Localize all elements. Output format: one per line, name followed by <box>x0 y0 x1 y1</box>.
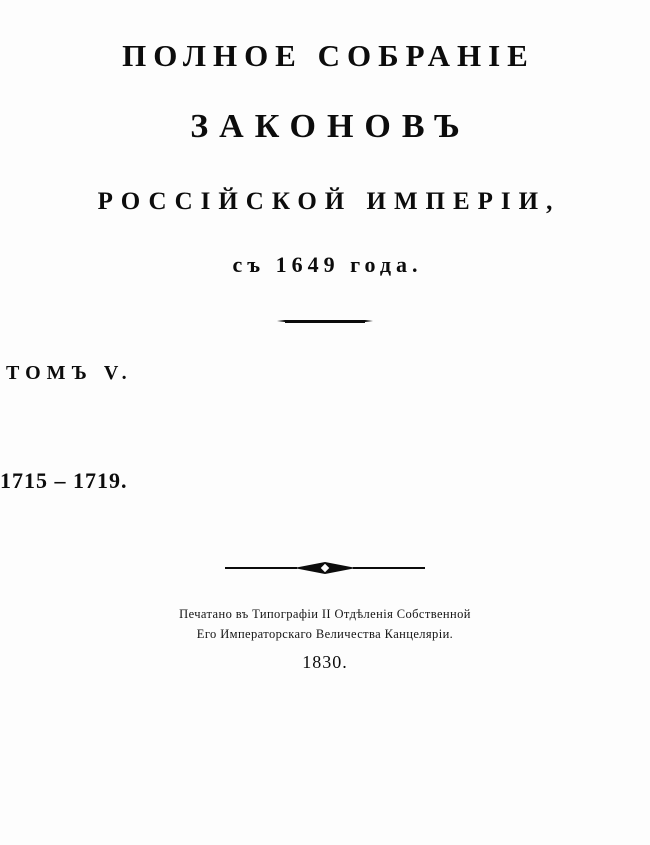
horizontal-rule-ornament-icon <box>277 318 373 325</box>
imprint-line-1: Печатано въ Типографіи II Отдѣленія Собственной <box>179 607 471 621</box>
imprint-year: 1830. <box>302 652 348 672</box>
rule-left-cap-icon <box>277 320 285 322</box>
ornament-left-hairline-icon <box>225 567 297 569</box>
title-line-4: съ 1649 года. <box>232 252 423 277</box>
year-range-label: 1715 – 1719. <box>0 468 128 493</box>
imprint-line-2: Его Императорскаго Величества Канцеляріи. <box>196 627 454 641</box>
title-line-1: ПОЛНОЕ СОБРАНІЕ <box>122 38 535 73</box>
volume-label: ТОМЪ V. <box>6 362 133 384</box>
title-line-3: РОССІЙСКОЙ ИМПЕРІИ, <box>97 188 561 215</box>
rule-right-cap-icon <box>365 320 373 322</box>
ornament-right-hairline-icon <box>353 567 425 569</box>
rule-bar-icon <box>285 320 365 323</box>
imprint-block <box>0 604 650 673</box>
title-line-2: ЗАКОНОВЪ <box>190 108 471 145</box>
diamond-rule-ornament-icon <box>225 562 425 574</box>
